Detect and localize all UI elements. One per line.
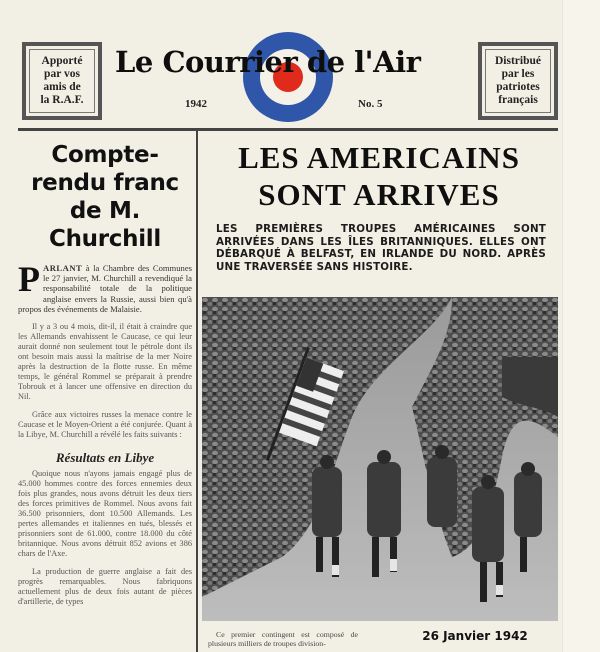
column-divider xyxy=(196,131,198,652)
lead-caps: ARLANT xyxy=(43,263,83,273)
issue-year: 1942 xyxy=(185,98,207,110)
left-ear-line: Apporté xyxy=(41,55,83,67)
body-paragraph: Grâce aux victoires russes la menace contre le Caucase et le Moyen-Orient a été conjurée. Quant à la Libye, M. Churchill a révélé les faits suivants : xyxy=(18,410,192,440)
dateline: 26 Janvier 1942 xyxy=(422,629,528,643)
main-headline xyxy=(200,139,558,213)
right-ear-box xyxy=(478,42,558,120)
article-subhead: Résultats en Libye xyxy=(55,450,155,466)
headline-line: SONT ARRIVES xyxy=(258,177,500,212)
churchill-article xyxy=(18,133,192,607)
left-ear-line: amis de xyxy=(43,81,81,93)
troops-photo xyxy=(202,297,558,621)
left-ear-line: la R.A.F. xyxy=(40,94,84,106)
americans-article xyxy=(200,133,558,648)
lead-text: à la Chambre des Communes le 27 janvier, M. Churchill a revendiqué la responsabilité totale de la politique anglaise envers la Russie, aussi bien qu'à propos des événements de Malaisie. xyxy=(18,263,192,314)
issue-number: No. 5 xyxy=(358,98,383,110)
lead-paragraph xyxy=(18,259,192,314)
article-headline: Compte-rendu franc de M. Churchill xyxy=(31,142,179,252)
right-ear-line: français xyxy=(498,94,538,106)
right-ear-line: par les xyxy=(501,68,535,80)
body-paragraph: Il y a 3 ou 4 mois, dit-il, il était à craindre que les Allemands envahissent le Caucase, ce qui leur aurait donné non seulement tout le pétrole dont ils ont besoin mais aussi la maîtrise de la mer Noire après la destruction de la flotte russe. En même temps, le général Rommel se préparait à prendre Tobrouk et à lancer une offensive en direction du Nil. xyxy=(18,322,192,402)
right-ear-line: Distribué xyxy=(495,55,541,67)
photo-caption: Ce premier contingent est composé de plusieurs milliers de troupes division- xyxy=(208,630,358,648)
dropcap: P xyxy=(18,259,40,299)
left-ear-box xyxy=(22,42,102,120)
article-deck: LES PREMIÈRES TROUPES AMÉRICAINES SONT ARRIVÉES DANS LES ÎLES BRITANNIQUES. ELLES ONT DÉBARQUÉ À BELFAST, EN IRLANDE DU NORD. APRÈS UNE TRAVERSÉE SANS HISTOIRE. xyxy=(216,223,546,273)
left-ear-line: par vos xyxy=(44,68,80,80)
right-ear-line: patriotes xyxy=(496,81,540,93)
newspaper-title: Le Courrier de l'Air xyxy=(115,45,421,79)
body-paragraph: Quoique nous n'ayons jamais engagé plus de 45.000 hommes contre des forces ennemies deux fois plus grandes, nous avons détruit les deux tiers des forces primitives de Rommel. Nous avons fait 36.500 prisonniers, dont 10.500 Allemands. Les pertes allemandes et italiennes en tués, blessés et prisonniers sont de 61.000, contre 18.000 du côté britannique. Nous avons détruit 852 avions et 386 chars de l'Axe. xyxy=(18,469,192,559)
page-margin xyxy=(562,0,600,652)
masthead-divider xyxy=(18,128,558,131)
body-paragraph: La production de guerre anglaise a fait des progrès remarquables. Nous fabriquons actuellement plus de deux fois autant de pièces d'artillerie, de types xyxy=(18,567,192,607)
headline-line: LES AMERICAINS xyxy=(238,140,520,175)
